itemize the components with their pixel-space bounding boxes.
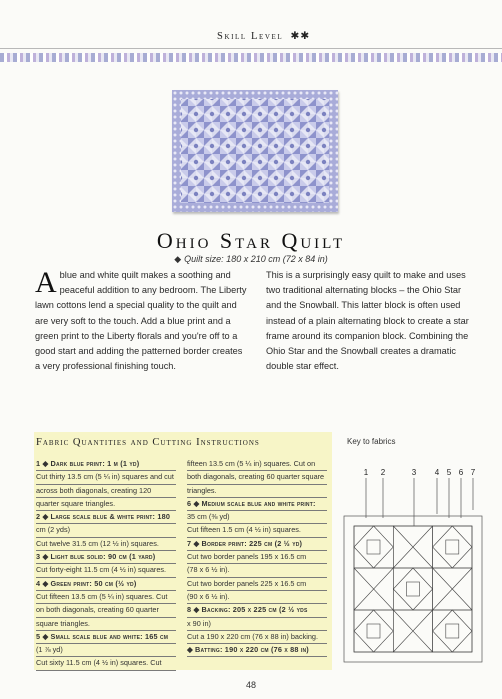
quilt-photo bbox=[172, 90, 338, 212]
fabric-line bbox=[36, 538, 176, 551]
fabric-line bbox=[187, 578, 327, 591]
fabric-number: 5 ◆ bbox=[36, 631, 49, 641]
quilt-size bbox=[0, 254, 502, 265]
fabric-line bbox=[187, 564, 327, 577]
fabric-line bbox=[187, 631, 327, 644]
fabric-text: Cut thirty 13.5 cm (5 ¼ in) squares and cut bbox=[36, 472, 174, 482]
intro-paragraph bbox=[35, 268, 249, 374]
description-paragraph: This is a surprisingly easy quilt to make and uses two traditional alternating blocks – the Ohio Star and the Snowball. This latter block is often used instead of a plain alternating block to create a star frame around its companion block. Combining the Ohio Star and the Snowball creates a dramatic double star effect. bbox=[266, 270, 469, 372]
fabric-text: Green print: 50 cm (½ yd) bbox=[50, 578, 137, 588]
fabric-heading bbox=[36, 631, 176, 644]
fabric-text: Cut sixty 11.5 cm (4 ½ in) squares. Cut bbox=[36, 658, 162, 668]
fabric-line bbox=[187, 591, 327, 604]
key-number-2: 2 bbox=[380, 468, 386, 477]
header-bar bbox=[0, 0, 502, 56]
fabric-heading bbox=[187, 498, 327, 511]
fabric-line bbox=[36, 604, 176, 617]
fabric-line bbox=[187, 618, 327, 631]
fabric-heading bbox=[187, 538, 327, 551]
fabric-text: Dark blue print: 1 m (1 yd) bbox=[50, 459, 140, 468]
fabric-text: Small scale blue and white: 165 cm bbox=[50, 631, 169, 641]
quilt-image bbox=[172, 90, 338, 212]
quilt-diagram bbox=[336, 478, 486, 668]
fabric-number: ◆ bbox=[187, 645, 193, 655]
page-title: Ohio Star Quilt bbox=[156, 228, 346, 253]
fabric-text: (1 ⅞ yd) bbox=[36, 645, 63, 655]
fabric-text: Cut two border panels 195 x 16.5 cm bbox=[187, 552, 307, 562]
fabric-line bbox=[187, 551, 327, 564]
key-label: Key to fabrics bbox=[347, 437, 396, 446]
header-rule bbox=[0, 48, 502, 49]
fabric-text: quarter square triangles. bbox=[36, 498, 116, 508]
fabric-text: Large scale blue & white print: 180 bbox=[50, 512, 171, 522]
key-number-7: 7 bbox=[470, 468, 476, 477]
fabric-line bbox=[36, 524, 176, 537]
fabric-line bbox=[36, 644, 176, 657]
fabric-text: Cut forty-eight 11.5 cm (4 ½ in) squares. bbox=[36, 565, 167, 575]
fabric-text: both diagonals, creating 60 quarter square bbox=[187, 472, 325, 482]
key-diagram bbox=[336, 478, 486, 673]
fabric-line bbox=[36, 485, 176, 498]
intro-text: blue and white quilt makes a soothing and peaceful addition to any bedroom. The Liberty lawn cottons lend a special quality to the quilt and are very soft to the touch. Add a blue print and a green print to the Liberty florals and you're off to a good start and adding the patterned border creates a very professional finishing touch. bbox=[35, 270, 247, 372]
fabric-number: 7 ◆ bbox=[187, 538, 200, 548]
fabric-number: 3 ◆ bbox=[36, 552, 49, 562]
fabric-line bbox=[36, 657, 176, 670]
fabric-text: Backing: 205 x 225 cm (2 ½ yds bbox=[201, 605, 308, 615]
fabric-heading bbox=[36, 551, 176, 564]
fabric-text: Border print: 225 cm (2 ½ yd) bbox=[201, 538, 303, 548]
fabric-number: 2 ◆ bbox=[36, 512, 49, 522]
fabric-line bbox=[187, 524, 327, 537]
fabric-text: square triangles. bbox=[36, 618, 90, 628]
skill-level-label: Skill Level bbox=[217, 31, 284, 42]
fabric-text: Cut fifteen 1.5 cm (4 ½ in) squares. bbox=[187, 525, 301, 535]
fabric-text: triangles. bbox=[187, 485, 217, 495]
quilt-size-text: Quilt size: 180 x 210 cm (72 x 84 in) bbox=[184, 254, 328, 264]
fabric-text: x 90 in) bbox=[187, 618, 211, 628]
fabric-text: on both diagonals, creating 60 quarter bbox=[36, 605, 159, 615]
fabric-heading bbox=[36, 578, 176, 591]
fabric-text: Cut fifteen 13.5 cm (5 ¼ in) squares. Cut bbox=[36, 591, 168, 601]
fabric-text: Light blue solid: 90 cm (1 yard) bbox=[50, 552, 156, 562]
fabric-heading bbox=[36, 458, 176, 471]
fabric-line bbox=[36, 564, 176, 577]
fabric-number: 6 ◆ bbox=[187, 498, 200, 508]
page-number: 48 bbox=[245, 680, 256, 690]
drop-cap: A bbox=[35, 266, 57, 299]
fabric-heading bbox=[187, 644, 327, 657]
fabric-line bbox=[36, 498, 176, 511]
skill-level bbox=[217, 30, 310, 42]
fabric-line bbox=[36, 618, 176, 631]
fabric-heading bbox=[36, 511, 176, 524]
fabric-text: Medium scale blue and white print: bbox=[201, 498, 316, 508]
fabric-line bbox=[187, 458, 327, 471]
fabric-text: Cut two border panels 225 x 16.5 cm bbox=[187, 578, 307, 588]
key-number-4: 4 bbox=[434, 468, 440, 477]
fabric-line bbox=[187, 511, 327, 524]
fabric-text: across both diagonals, creating 120 bbox=[36, 485, 152, 495]
skill-stars-icon: ✱✱ bbox=[290, 31, 311, 42]
key-number-3: 3 bbox=[411, 468, 417, 477]
fabric-heading bbox=[187, 604, 327, 617]
fabric-title: Fabric Quantities and Cutting Instructions bbox=[36, 437, 260, 448]
fabric-number: 4 ◆ bbox=[36, 578, 49, 588]
fabric-line bbox=[187, 471, 327, 484]
fabric-line bbox=[36, 471, 176, 484]
fabric-text: (78 x 6 ½ in). bbox=[187, 565, 230, 575]
fabric-text: Batting: 190 x 220 cm (76 x 88 in) bbox=[195, 645, 309, 655]
fabric-text: (90 x 6 ½ in). bbox=[187, 591, 230, 601]
key-number-1: 1 bbox=[363, 468, 369, 477]
fabric-list-left bbox=[36, 458, 176, 671]
fabric-text: Cut twelve 31.5 cm (12 ½ in) squares. bbox=[36, 538, 159, 548]
diamond-icon: ◆ bbox=[174, 254, 182, 264]
fabric-list-right bbox=[187, 458, 327, 657]
fabric-line bbox=[187, 485, 327, 498]
fabric-text: fifteen 13.5 cm (5 ¼ in) squares. Cut on bbox=[187, 459, 316, 468]
fabric-text: 35 cm (⅜ yd) bbox=[187, 512, 230, 522]
fabric-line bbox=[36, 591, 176, 604]
fabric-number: 8 ◆ bbox=[187, 605, 200, 615]
fabric-text: cm (2 yds) bbox=[36, 525, 71, 535]
fabric-border-strip bbox=[0, 53, 502, 62]
key-number-6: 6 bbox=[458, 468, 464, 477]
fabric-text: Cut a 190 x 220 cm (76 x 88 in) backing. bbox=[187, 631, 319, 641]
key-number-5: 5 bbox=[446, 468, 452, 477]
fabric-number: 1 ◆ bbox=[36, 459, 49, 468]
